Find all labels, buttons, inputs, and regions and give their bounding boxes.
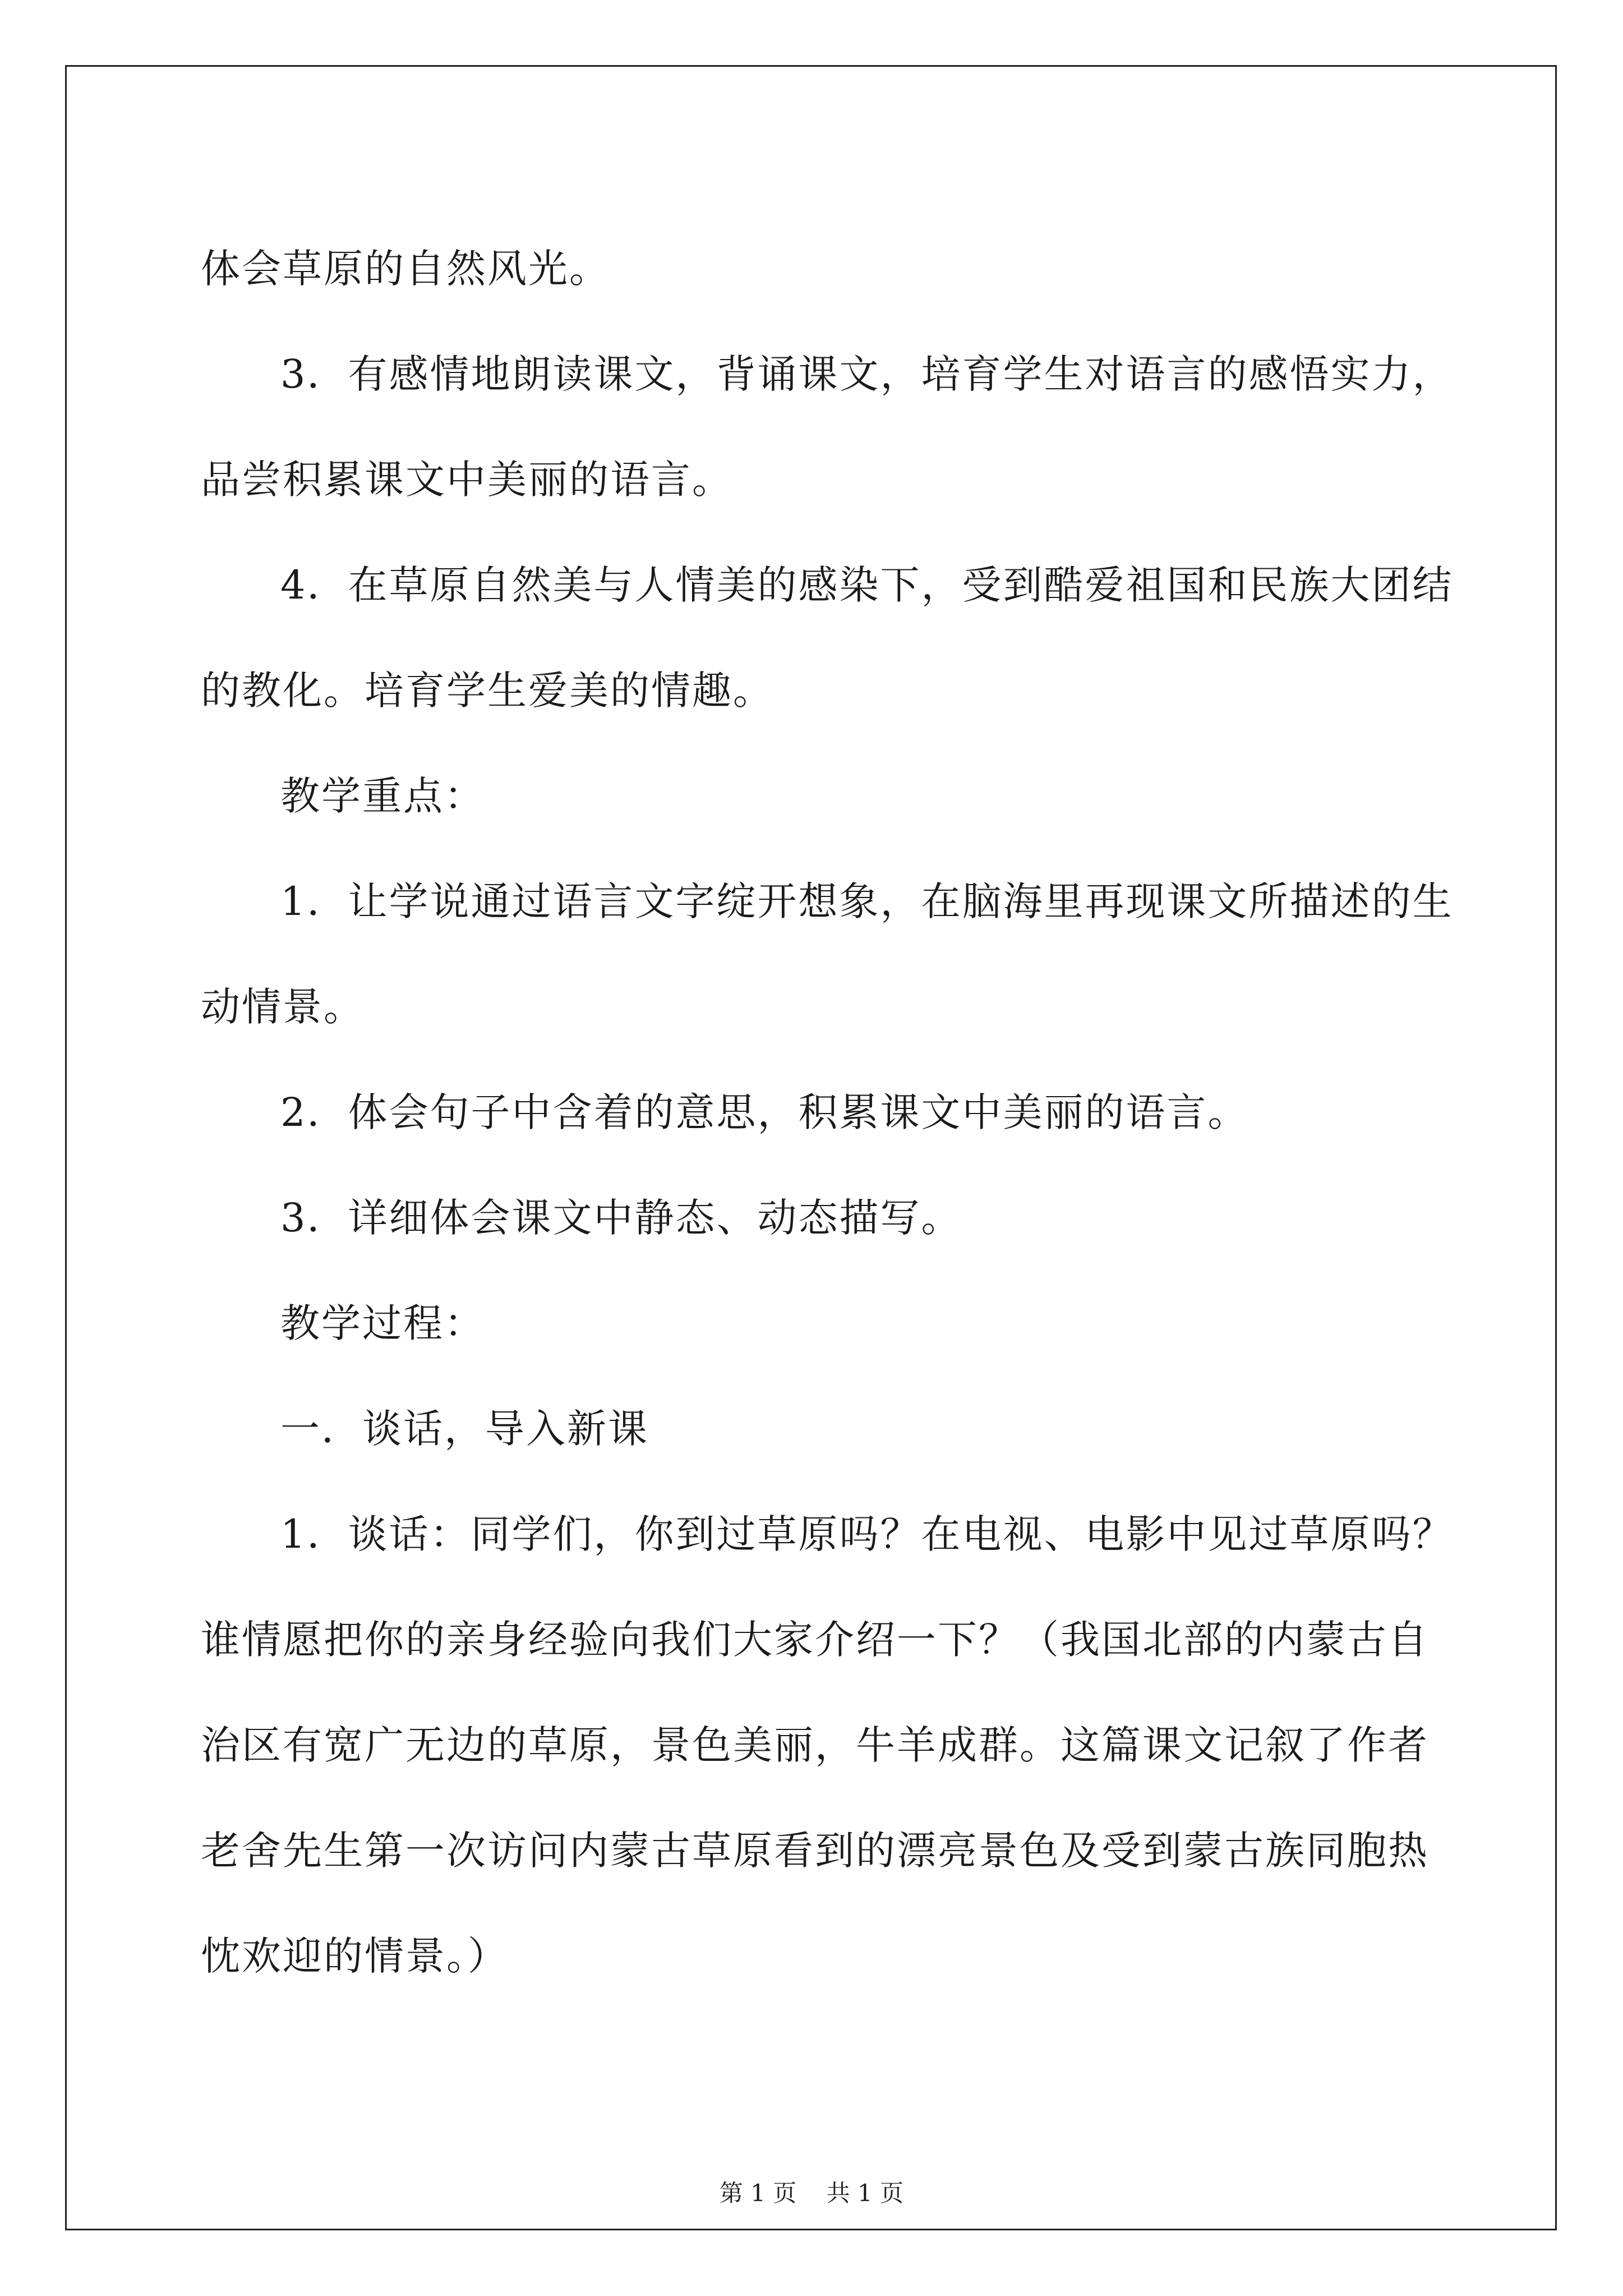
text-line-4: 4．在草原自然美与人情美的感染下，受到酷爱祖国和民族大团结 [280,562,1454,608]
text-line-9: 2．体会句子中含着的意思，积累课文中美丽的语言。 [280,1089,1249,1135]
text-line-7: 1．让学说通过语言文字绽开想象，在脑海里再现课文所描述的生 [280,878,1454,924]
text-line-2: 3．有感情地朗读课文，背诵课文，培育学生对语言的感悟实力， [280,351,1454,397]
section-heading-process: 教学过程： [280,1300,485,1346]
text-line-13: 1．谈话：同学们，你到过草原吗？在电视、电影中见过草原吗？ [280,1511,1454,1557]
text-line-17: 忱欢迎的情景。） [201,1933,509,1979]
text-line-15: 治区有宽广无边的草原，景色美丽，牛羊成群。这篇课文记叙了作者 [201,1722,1429,1768]
text-line-14: 谁情愿把你的亲身经验向我们大家介绍一下？（我国北部的内蒙古自 [201,1617,1429,1663]
section-heading-key-points: 教学重点： [280,773,485,819]
section-heading-intro: 一．谈话，导入新课 [280,1406,649,1452]
text-line-16: 老舍先生第一次访问内蒙古草原看到的漂亮景色及受到蒙古族同胞热 [201,1828,1429,1874]
document-body [201,216,1463,2009]
text-line-8: 动情景。 [201,984,365,1030]
text-line-1: 体会草原的自然风光。 [201,246,610,292]
page-footer: 第 1 页 共 1 页 [719,2179,904,2207]
text-line-10: 3．详细体会课文中静态、动态描写。 [280,1195,962,1241]
text-line-3: 品尝积累课文中美丽的语言。 [201,457,733,503]
text-line-5: 的教化。培育学生爱美的情趣。 [201,668,774,714]
